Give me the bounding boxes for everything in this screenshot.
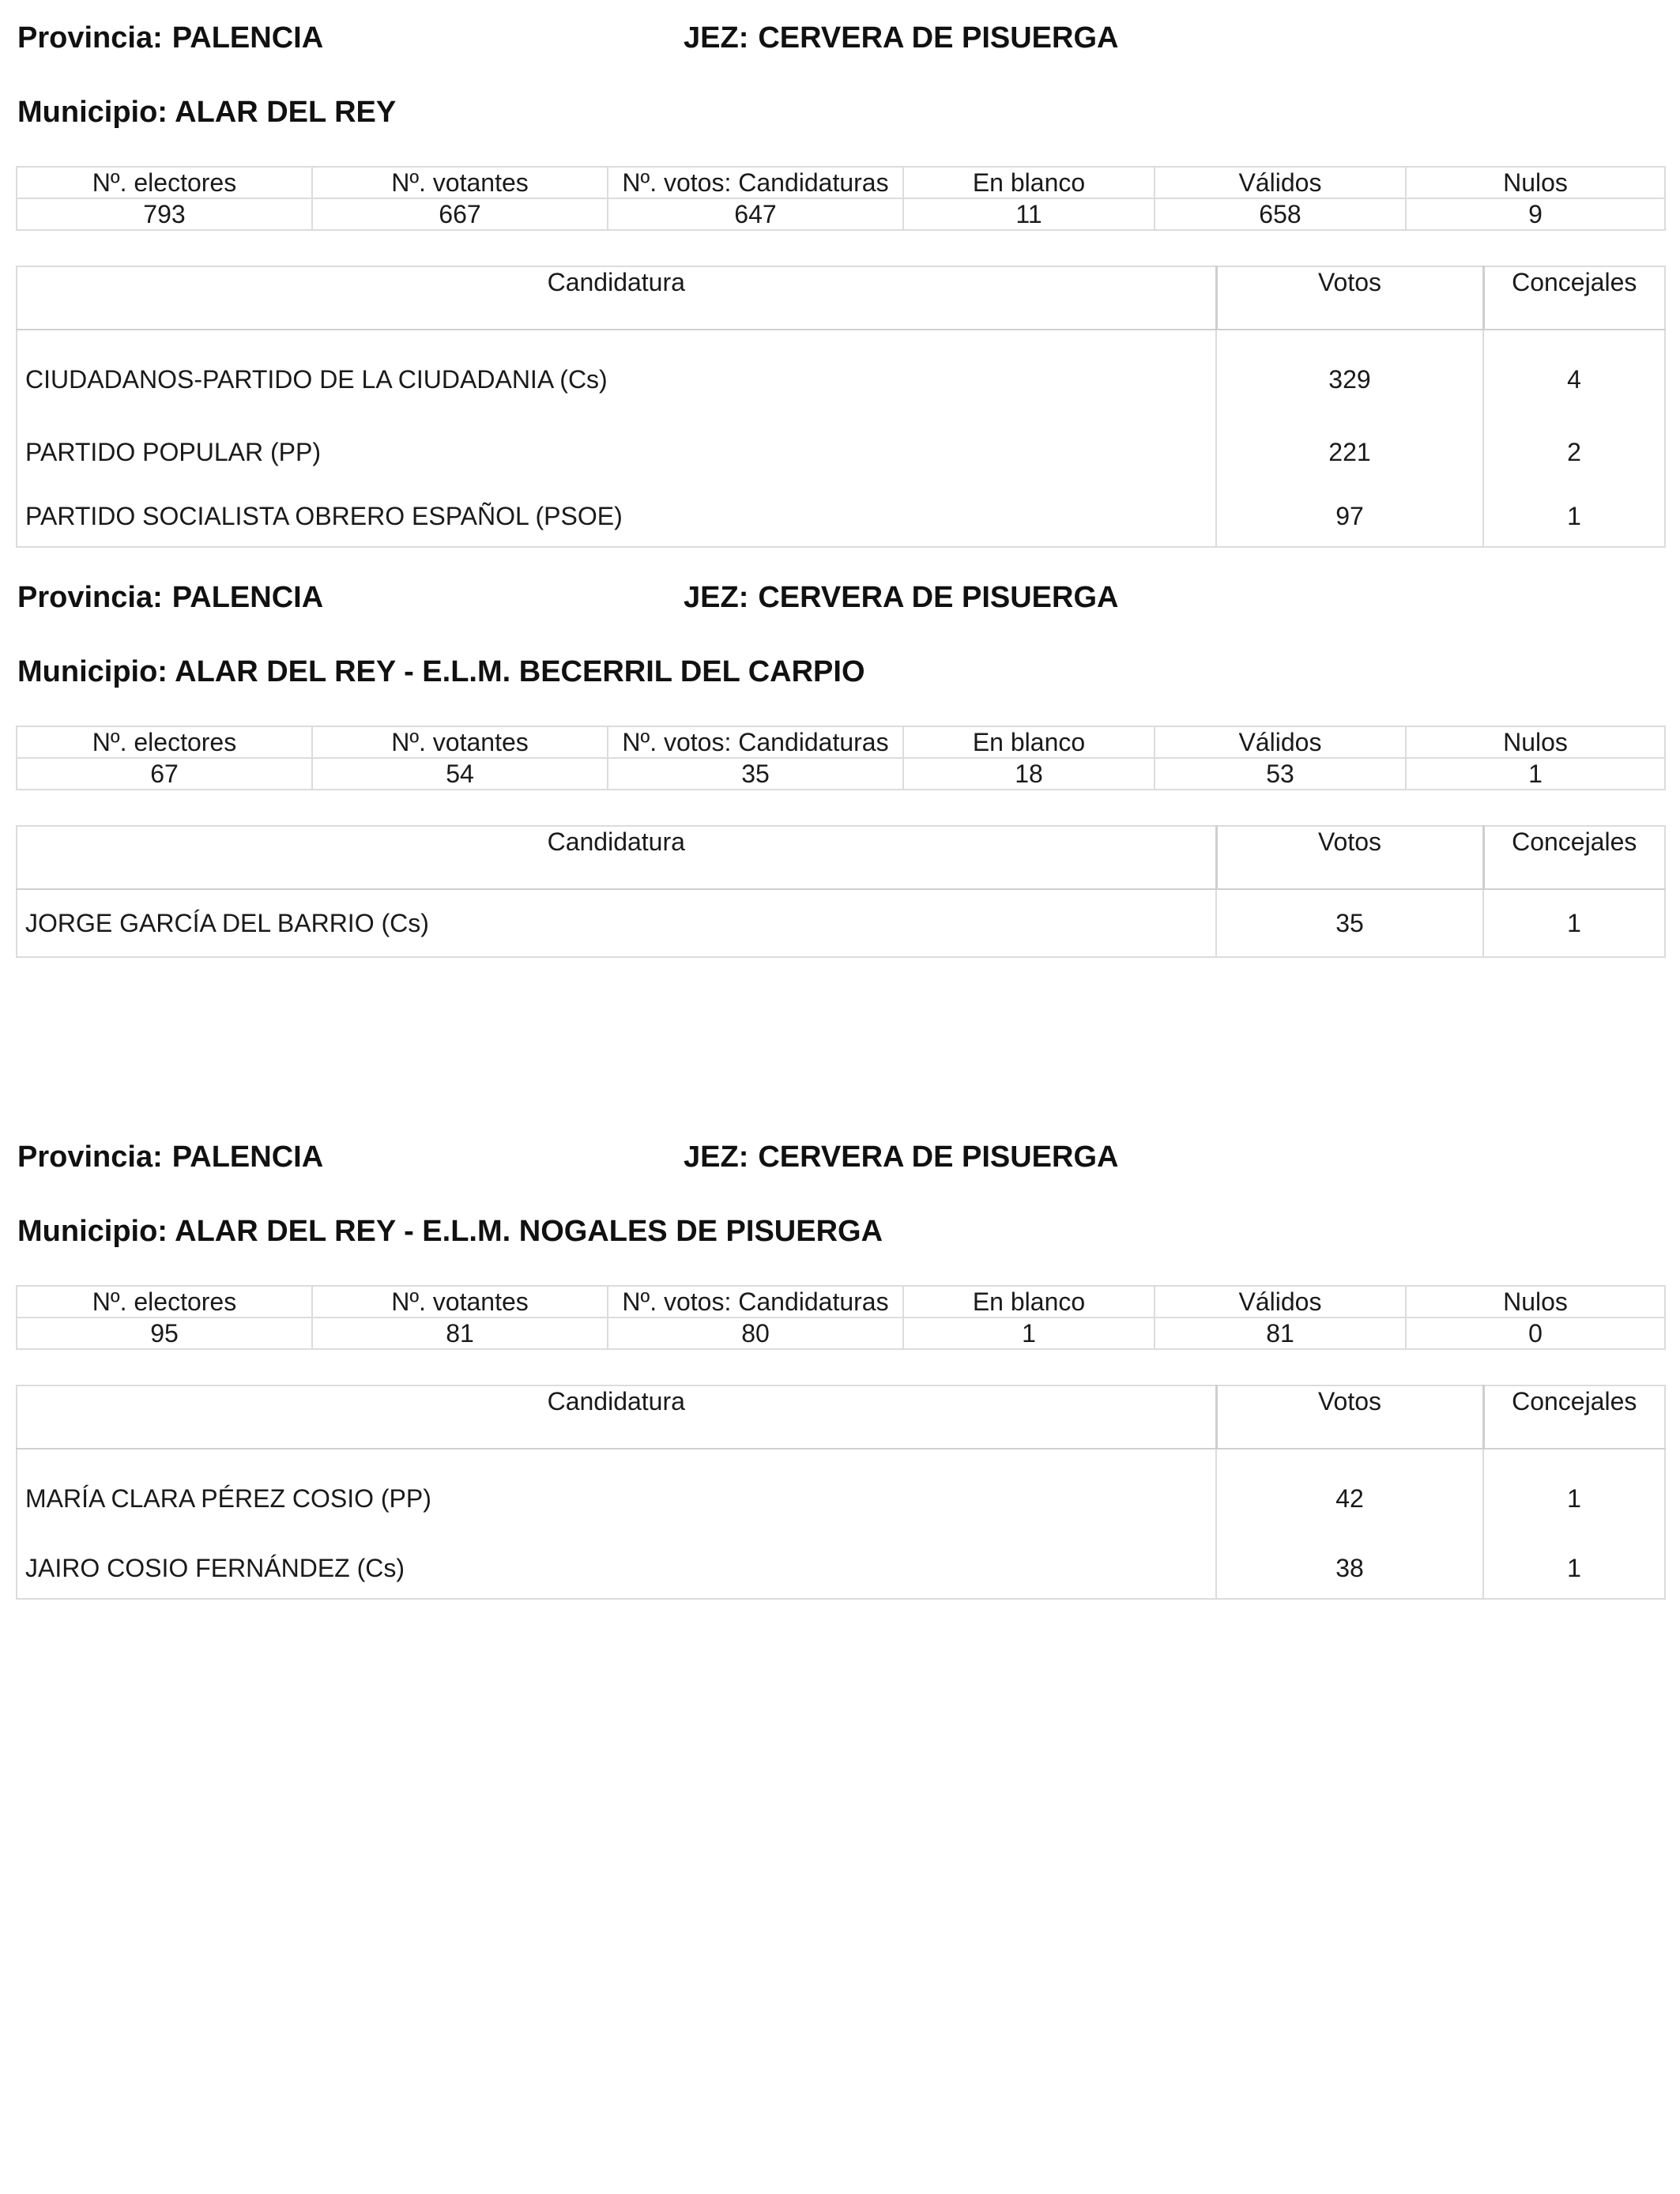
stats-value-cell: 35 [608,758,903,790]
stats-table [16,166,1666,231]
candidatura-name: CIUDADANOS-PARTIDO DE LA CIUDADANIA (Cs) [17,330,1216,419]
stats-value-cell: 793 [17,198,312,230]
candidatura-header: Candidatura [17,266,1216,330]
stats-header-row [17,1286,1665,1318]
votos-header: Votos [1216,1385,1483,1449]
stats-header-cell: Válidos [1155,1286,1406,1318]
candidatura-row [17,1449,1665,1538]
stats-header-cell: En blanco [903,167,1155,198]
candidaturas-header-row [17,826,1665,889]
candidatura-name: JORGE GARCÍA DEL BARRIO (Cs) [17,889,1216,957]
stats-value-cell: 667 [312,198,608,230]
candidatura-row [17,330,1665,419]
candidatura-name: JAIRO COSIO FERNÁNDEZ (Cs) [17,1538,1216,1599]
candidatura-name: PARTIDO SOCIALISTA OBRERO ESPAÑOL (PSOE) [17,486,1216,547]
stats-table [16,1285,1666,1350]
candidatura-concejales: 4 [1483,330,1665,419]
stats-value-cell: 0 [1406,1318,1665,1349]
municipio-header: Municipio: ALAR DEL REY - E.L.M. NOGALES DE PISUERGA [17,1215,883,1248]
stats-header-cell: Nº. votantes [312,1286,608,1318]
stats-value-cell: 9 [1406,198,1665,230]
stats-header-cell: En blanco [903,726,1155,758]
stats-header-cell: Nº. electores [17,726,312,758]
stats-value-cell: 11 [903,198,1155,230]
stats-value-row [17,1318,1665,1349]
stats-header-cell: Válidos [1155,726,1406,758]
stats-value-cell: 1 [903,1318,1155,1349]
stats-header-cell: En blanco [903,1286,1155,1318]
candidatura-votos: 97 [1216,486,1483,547]
provincia-value: PALENCIA [171,21,324,55]
stats-header-cell: Nº. votos: Candidaturas [608,1286,903,1318]
concejales-header: Concejales [1483,1385,1665,1449]
municipio-header: Municipio: ALAR DEL REY [17,96,397,129]
stats-value-cell: 53 [1155,758,1406,790]
candidaturas-table [16,266,1666,548]
candidatura-concejales: 1 [1483,486,1665,547]
candidaturas-table [16,1385,1666,1600]
candidatura-votos: 221 [1216,419,1483,486]
provincia-header: Provincia: PALENCIA [17,21,324,55]
candidatura-votos: 329 [1216,330,1483,419]
concejales-header: Concejales [1483,826,1665,889]
stats-table [16,726,1666,790]
stats-value-cell: 1 [1406,758,1665,790]
candidatura-concejales: 1 [1483,1538,1665,1599]
candidatura-concejales: 2 [1483,419,1665,486]
jez-header: JEZ: CERVERA DE PISUERGA [684,1140,1119,1174]
candidatura-header: Candidatura [17,1385,1216,1449]
candidatura-name: PARTIDO POPULAR (PP) [17,419,1216,486]
stats-value-cell: 54 [312,758,608,790]
municipio-header: Municipio: ALAR DEL REY - E.L.M. BECERRIL DEL CARPIO [17,655,865,688]
provincia-header: Provincia: PALENCIA [17,581,324,614]
stats-value-cell: 647 [608,198,903,230]
stats-value-cell: 95 [17,1318,312,1349]
stats-header-cell: Válidos [1155,167,1406,198]
candidatura-concejales: 1 [1483,889,1665,957]
provincia-header: Provincia: PALENCIA [17,1140,324,1174]
stats-value-row [17,758,1665,790]
stats-value-row [17,198,1665,230]
jez-header: JEZ: CERVERA DE PISUERGA [684,21,1119,55]
candidatura-votos: 38 [1216,1538,1483,1599]
jez-value: CERVERA DE PISUERGA [758,581,1119,614]
candidatura-header: Candidatura [17,826,1216,889]
candidatura-row [17,419,1665,486]
provincia-value: PALENCIA [171,1140,324,1174]
municipio-value: ALAR DEL REY - E.L.M. BECERRIL DEL CARPIO [175,655,865,688]
votos-header: Votos [1216,266,1483,330]
stats-header-cell: Nº. electores [17,167,312,198]
stats-header-cell: Nº. votantes [312,167,608,198]
concejales-header: Concejales [1483,266,1665,330]
candidatura-name: MARÍA CLARA PÉREZ COSIO (PP) [17,1449,1216,1538]
stats-header-row [17,726,1665,758]
candidaturas-header-row [17,1385,1665,1449]
jez-value: CERVERA DE PISUERGA [758,21,1119,55]
stats-value-cell: 18 [903,758,1155,790]
candidatura-row [17,1538,1665,1599]
candidatura-votos: 35 [1216,889,1483,957]
stats-header-row [17,167,1665,198]
stats-header-cell: Nulos [1406,726,1665,758]
jez-header: JEZ: CERVERA DE PISUERGA [684,581,1119,614]
stats-header-cell: Nº. votantes [312,726,608,758]
stats-value-cell: 80 [608,1318,903,1349]
stats-value-cell: 81 [1155,1318,1406,1349]
stats-value-cell: 81 [312,1318,608,1349]
candidaturas-table [16,825,1666,958]
stats-value-cell: 658 [1155,198,1406,230]
municipio-value: ALAR DEL REY - E.L.M. NOGALES DE PISUERGA [175,1215,883,1248]
municipio-value: ALAR DEL REY [175,96,397,129]
stats-value-cell: 67 [17,758,312,790]
candidatura-row [17,889,1665,957]
stats-header-cell: Nº. votos: Candidaturas [608,167,903,198]
stats-header-cell: Nº. electores [17,1286,312,1318]
stats-header-cell: Nulos [1406,1286,1665,1318]
stats-header-cell: Nulos [1406,167,1665,198]
candidatura-votos: 42 [1216,1449,1483,1538]
provincia-value: PALENCIA [171,581,324,614]
candidatura-row [17,486,1665,547]
stats-header-cell: Nº. votos: Candidaturas [608,726,903,758]
votos-header: Votos [1216,826,1483,889]
candidaturas-header-row [17,266,1665,330]
jez-value: CERVERA DE PISUERGA [758,1140,1119,1174]
candidatura-concejales: 1 [1483,1449,1665,1538]
